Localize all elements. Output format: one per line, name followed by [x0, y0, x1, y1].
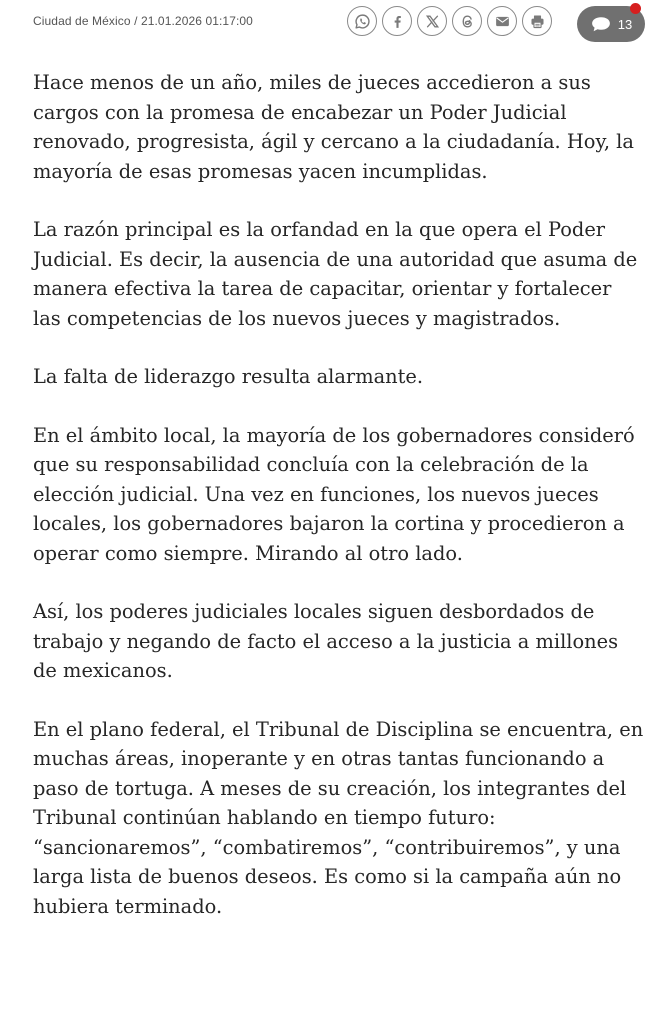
- comments-count: 13: [617, 16, 633, 32]
- paragraph-4: En el ámbito local, la mayoría de los gobernadores consideró que su responsabilidad concluía con la celebración de la elección judicial. Una vez en funciones, los nuevos jueces locales, los gobernadores bajaron la cortina y procedieron a operar como siempre. Mirando al otro lado.: [33, 423, 635, 565]
- article-body: [33, 68, 645, 950]
- paragraph-3: La falta de liderazgo resulta alarmante.: [33, 365, 424, 388]
- share-buttons: [347, 6, 552, 36]
- whatsapp-icon: [354, 13, 371, 30]
- share-x-button[interactable]: [417, 6, 447, 36]
- share-threads-button[interactable]: [452, 6, 482, 36]
- paragraph-1: Hace menos de un año, miles de jueces accedieron a sus cargos con la promesa de encabezar un Poder Judicial renovado, progresista, ágil y cercano a la ciudadanía. Hoy, la mayoría de esas promesas yacen incumplidas.: [33, 71, 634, 183]
- paragraph-5: Así, los poderes judiciales locales siguen desbordados de trabajo y negando de facto el acceso a la justicia a millones de mexicanos.: [33, 600, 619, 682]
- print-icon: [529, 13, 546, 30]
- notification-dot: [630, 3, 641, 14]
- facebook-icon: [389, 13, 406, 30]
- share-facebook-button[interactable]: [382, 6, 412, 36]
- comment-bubble-icon: [590, 15, 612, 33]
- threads-icon: [459, 13, 476, 30]
- share-whatsapp-button[interactable]: [347, 6, 377, 36]
- print-button[interactable]: [522, 6, 552, 36]
- dateline: Ciudad de México / 21.01.2026 01:17:00: [33, 14, 253, 28]
- article-toolbar: [0, 0, 656, 50]
- share-email-button[interactable]: [487, 6, 517, 36]
- paragraph-6: En el plano federal, el Tribunal de Disciplina se encuentra, en muchas áreas, inoperante y en otras tantas funcionando a paso de tortuga. A meses de su creación, los integrantes del Tribunal continúan hablando en tiempo futuro: “sancionaremos”, “combatiremos”, “contribuiremos”, y una larga lista de buenos deseos. Es como si la campaña aún no hubiera terminado.: [33, 717, 644, 918]
- email-icon: [494, 13, 511, 30]
- x-icon: [424, 13, 441, 30]
- paragraph-2: La razón principal es la orfandad en la que opera el Poder Judicial. Es decir, la ausencia de una autoridad que asuma de manera efectiva la tarea de capacitar, orientar y fortalecer las competencias de los nuevos jueces y magistrados.: [33, 218, 638, 330]
